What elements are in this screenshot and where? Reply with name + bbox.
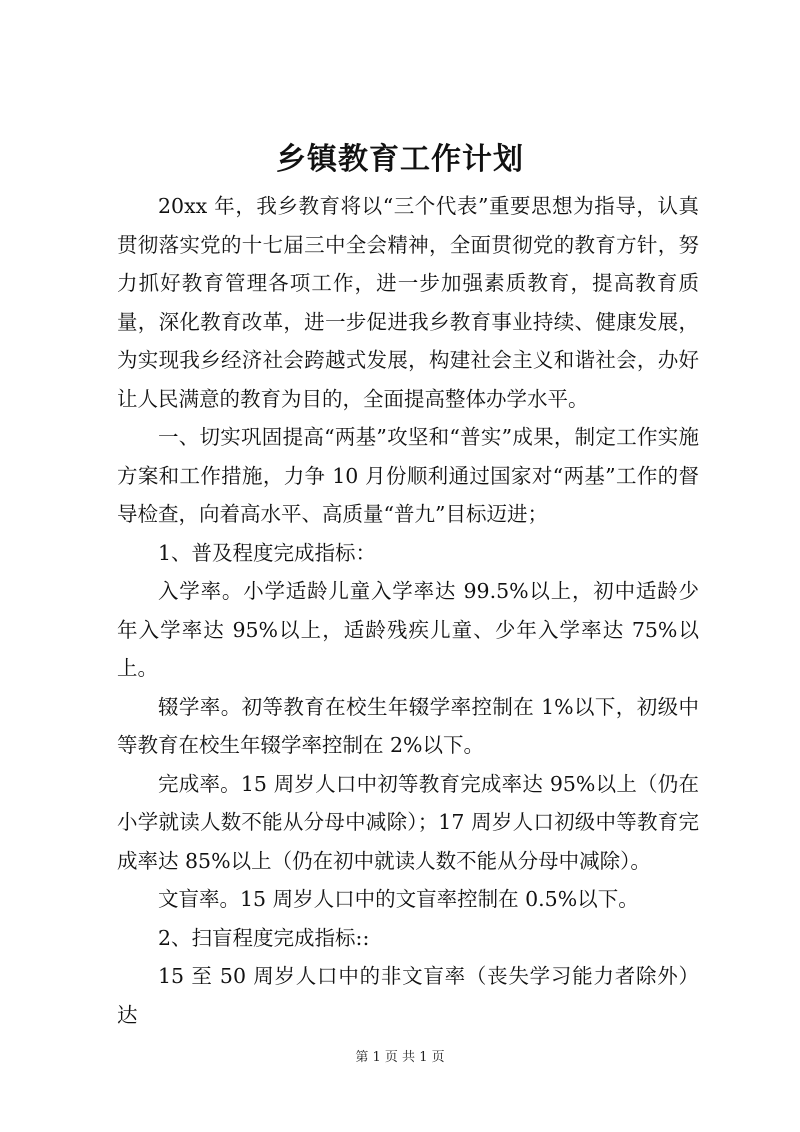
paragraph-dropout-rate: 辍学率。初等教育在校生年辍学率控制在 1%以下，初级中等教育在校生年辍学率控制在 2%以下。 — [117, 694, 699, 757]
paragraph-non-illiteracy: 15 至 50 周岁人口中的非文盲率（丧失学习能力者除外）达 — [117, 964, 699, 1027]
paragraph-heading-literacy: 2、扫盲程度完成指标:: — [158, 925, 370, 950]
paragraph-illiteracy-rate: 文盲率。15 周岁人口中的文盲率控制在 0.5%以下。 — [158, 887, 639, 911]
paragraph-enrollment-rate: 入学率。小学适龄儿童入学率达 99.5%以上，初中适龄少年入学率达 95%以上，适龄残疾儿童、少年入学率达 75%以上。 — [117, 579, 699, 680]
paragraph-intro: 20xx 年，我乡教育将以“三个代表”重要思想为指导，认真贯彻落实党的十七届三中全会精神，全面贯彻党的教育方针，努力抓好教育管理各项工作，进一步加强素质教育，提高教育质量，深化教育改革，进一步促进我乡教育事业持续、健康发展，为实现我乡经济社会跨越式发展，构建社会主义和谐社会，办好让人民满意的教育为目的，全面提高整体办学水平。 — [117, 194, 699, 411]
paragraph-completion-rate: 完成率。15 周岁人口中初等教育完成率达 95%以上（仍在小学就读人数不能从分母中减除）；17 周岁人口初级中等教育完成率达 85%以上（仍在初中就读人数不能从分母中减除）。 — [117, 771, 699, 873]
document-body — [117, 187, 699, 1034]
paragraph-heading-popularization: 1、普及程度完成指标： — [158, 540, 377, 565]
paragraph-section-one: 一、切实巩固提高“两基”攻坚和“普实”成果，制定工作实施方案和工作措施，力争 10 月份顺利通过国家对“两基”工作的督导检查，向着高水平、高质量“普九”目标迈进； — [117, 425, 699, 526]
page-footer: 第 1 页 共 1 页 — [355, 1050, 445, 1065]
document-title: 乡镇教育工作计划 — [276, 142, 524, 177]
